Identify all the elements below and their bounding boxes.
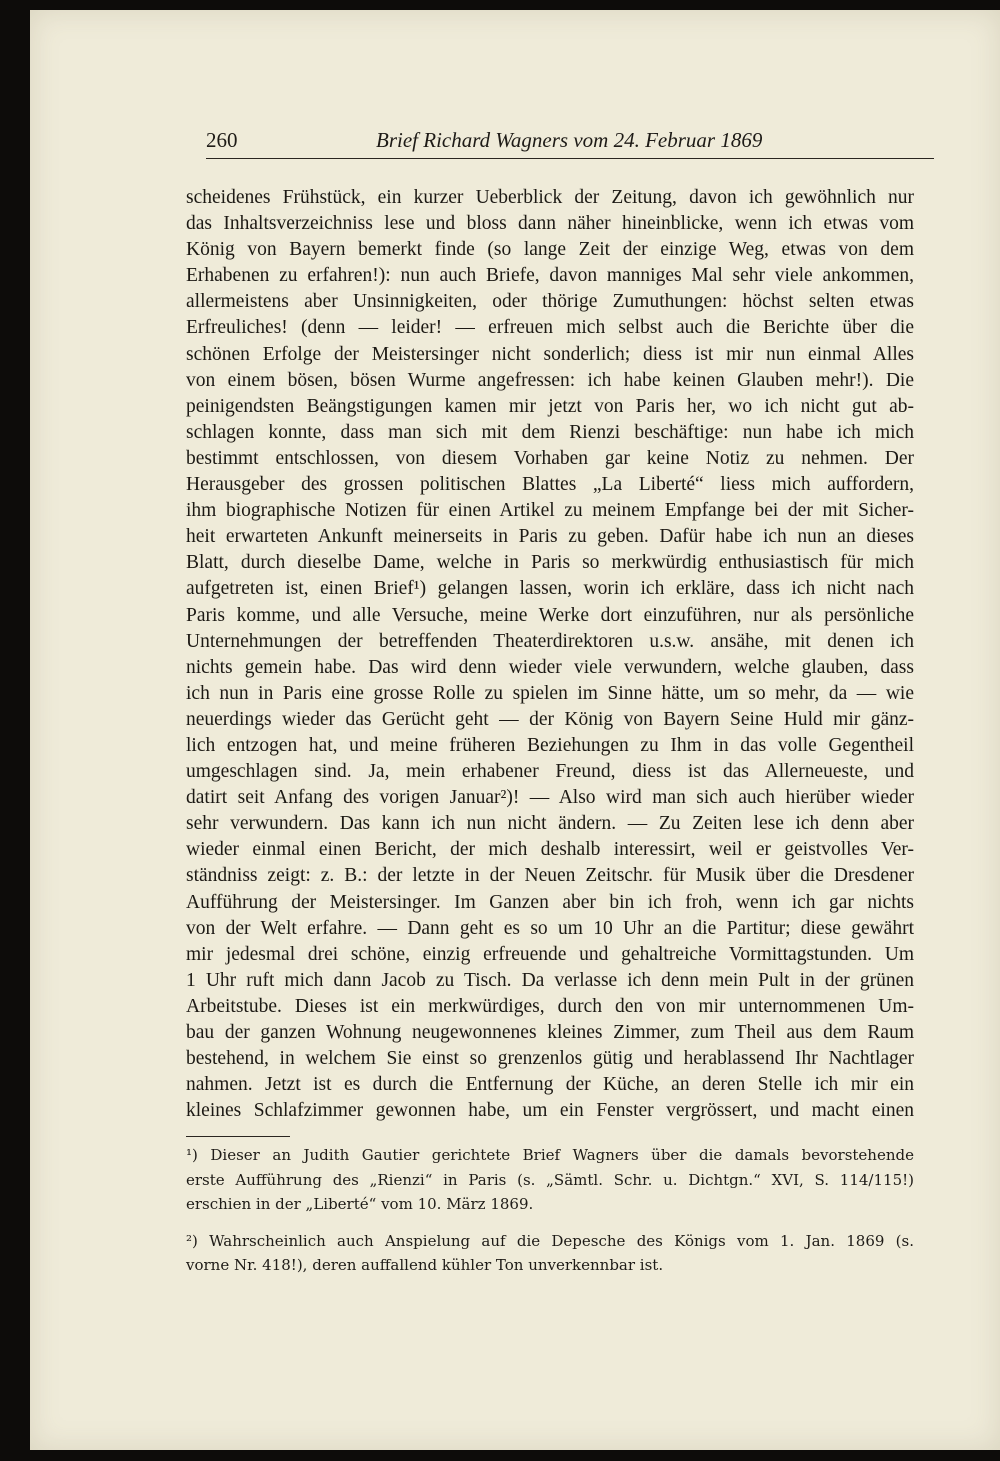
body-line: schönen Erfolge der Meistersinger nicht sonderlich; diess ist mir nun einmal Alles — [186, 343, 914, 365]
body-line: datirt seit Anfang des vorigen Januar²)! — Also wird man sich auch hierüber wieder — [186, 787, 914, 809]
body-line: ihm biographische Notizen für einen Artikel zu meinem Empfange bei der mit Sicher- — [186, 500, 914, 522]
footnote-separator — [186, 1136, 290, 1137]
footnote-1-line: ¹) Dieser an Judith Gautier gerichtete Brief Wagners über die damals bevorstehende — [186, 1146, 914, 1164]
running-title: Brief Richard Wagners vom 24. Februar 1869 — [376, 128, 763, 152]
body-line: peinigendsten Beängstigungen kamen mir jetzt von Paris her, wo ich nicht gut ab- — [186, 395, 914, 417]
body-line: Unternehmungen der betreffenden Theaterdirektoren u.s.w. ansähe, mit denen ich — [186, 630, 914, 652]
letter-body-text — [186, 185, 914, 1124]
body-line: wieder einmal einen Bericht, der mich deshalb interessirt, weil er geistvolles Ver- — [186, 839, 914, 861]
body-line: neuerdings wieder das Gerücht geht — der König von Bayern Seine Huld mir gänz- — [186, 708, 914, 730]
body-line: König von Bayern bemerkt finde (so lange Zeit der einzige Weg, etwas von dem — [186, 239, 914, 261]
body-line: nichts gemein habe. Das wird denn wieder viele verwundern, welche glauben, dass — [186, 656, 914, 678]
body-line: bau der ganzen Wohnung neugewonnenes kleines Zimmer, zum Theil aus dem Raum — [186, 1022, 914, 1043]
footnote-1-line: erste Aufführung des „Rienzi“ in Paris (s. „Sämtl. Schr. u. Dichtgn.“ XVI, S. 114/115!) — [186, 1170, 914, 1189]
body-line: lich entzogen hat, und meine früheren Beziehungen zu Ihm in das volle Gegentheil — [186, 734, 914, 756]
body-line: von einem bösen, bösen Wurme angefressen: ich habe keinen Glauben mehr!). Die — [186, 369, 914, 391]
body-line: bestimmt entschlossen, von diesem Vorhaben gar keine Notiz zu nehmen. Der — [186, 447, 914, 469]
body-line: Herausgeber des grossen politischen Blattes „La Liberté“ liess mich auffordern, — [186, 474, 914, 496]
body-line: bestehend, in welchem Sie einst so grenzenlos gütig und herablassend Ihr Nachtlager — [186, 1048, 914, 1070]
body-line: sehr verwundern. Das kann ich nun nicht ändern. — Zu Zeiten lese ich denn aber — [186, 813, 914, 835]
footnote-2-line: ²) Wahrscheinlich auch Anspielung auf die Depesche des Königs vom 1. Jan. 1869 (s. — [186, 1231, 914, 1250]
body-line: Erhabenen zu erfahren!): nun auch Briefe, davon manniges Mal sehr viele ankommen, — [186, 265, 914, 287]
body-line: umgeschlagen sind. Ja, mein erhabener Freund, diess ist das Allerneueste, und — [186, 761, 914, 783]
body-line: scheidenes Frühstück, ein kurzer Ueberblick der Zeitung, davon ich gewöhnlich nur — [186, 187, 914, 208]
body-line: Aufführung der Meistersinger. Im Ganzen aber bin ich froh, wenn ich gar nichts — [186, 891, 914, 913]
page-number: 260 — [206, 128, 238, 152]
body-line: kleines Schlafzimmer gewonnen habe, um ein Fenster vergrössert, und macht einen — [186, 1100, 914, 1122]
body-line: ständniss zeigt: z. B.: der letzte in der Neuen Zeitschr. für Musik über die Dresdener — [186, 865, 914, 887]
body-line: Paris komme, und alle Versuche, meine Werke dort einzuführen, nur als persönliche — [186, 604, 914, 626]
body-line: von der Welt erfahre. — Dann geht es so um 10 Uhr an die Partitur; diese gewährt — [186, 917, 914, 939]
body-line: mir jedesmal drei schöne, einzig erfreuende und gehaltreiche Vormittagstunden. Um — [186, 943, 914, 965]
body-line: aufgetreten ist, einen Brief¹) gelangen lassen, worin ich erkläre, dass ich nicht nach — [186, 578, 914, 600]
body-line: heit erwarteten Ankunft meinerseits in Paris zu geben. Dafür habe ich nun an dieses — [186, 526, 914, 548]
body-line: das Inhaltsverzeichniss lese und bloss dann näher hineinblicke, wenn ich etwas vom — [186, 213, 914, 235]
body-line: Erfreuliches! (denn — leider! — erfreuen mich selbst auch die Berichte über die — [186, 317, 914, 339]
body-line: schlagen konnte, dass man sich mit dem Rienzi beschäftige: nun habe ich mich — [186, 421, 914, 443]
page-header — [206, 128, 934, 159]
footnote-2-line: vorne Nr. 418!), deren auffallend kühler Ton unverkennbar ist. — [186, 1256, 664, 1274]
body-line: Arbeitstube. Dieses ist ein merkwürdiges, durch den von mir unternommenen Um- — [186, 995, 914, 1017]
body-line: allermeistens aber Unsinnigkeiten, oder thörige Zumuthungen: höchst selten etwas — [186, 291, 914, 313]
footnotes — [186, 1143, 914, 1278]
footnote-1-line: erschien in der „Liberté“ vom 10. März 1869. — [186, 1195, 534, 1213]
footnote-gap — [186, 1217, 914, 1229]
body-line: Blatt, durch dieselbe Dame, welche in Paris so merkwürdig enthusiastisch für mich — [186, 552, 914, 574]
body-line: ich nun in Paris eine grosse Rolle zu spielen im Sinne hätte, um so mehr, da — wie — [186, 682, 914, 704]
body-line: 1 Uhr ruft mich dann Jacob zu Tisch. Da verlasse ich denn mein Pult in der grünen — [186, 969, 914, 991]
body-line: nahmen. Jetzt ist es durch die Entfernung der Küche, an deren Stelle ich mir ein — [186, 1074, 914, 1096]
